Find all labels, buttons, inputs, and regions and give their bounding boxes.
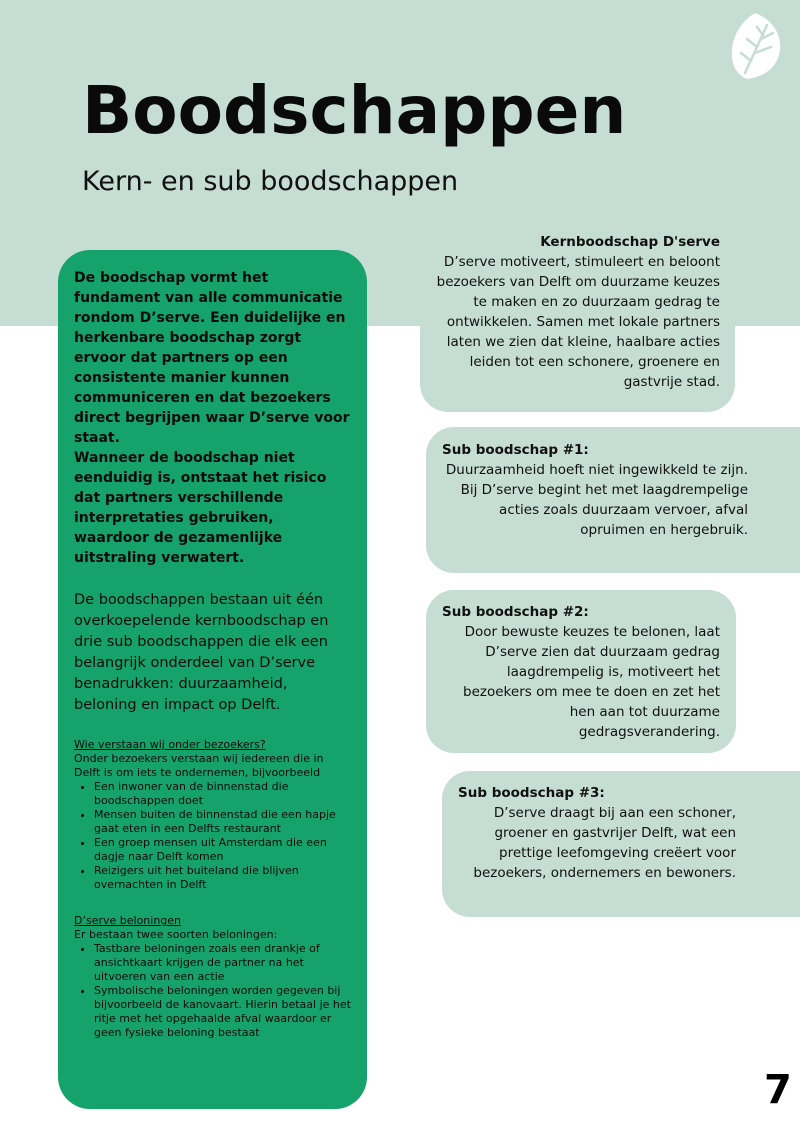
page-title: Boodschappen [82, 72, 627, 149]
sub-message-1-title: Sub boodschap #1: [442, 442, 589, 458]
visitors-text: Onder bezoekers verstaan wij iedereen die in Delft is om iets te ondernemen, bijvoorbeeld [74, 752, 324, 779]
list-item: • Tastbare beloningen zoals een drankje of ansichtkaart krijgen de partner na het uitvoeren van een actie [94, 942, 353, 984]
rewards-heading: D’serve beloningen [74, 914, 182, 927]
list-item: • Een groep mensen uit Amsterdam die een dagje naar Delft komen [94, 836, 353, 864]
list-item: • Reizigers uit het buiteland die blijven overnachten in Delft [94, 864, 353, 892]
list-item: • Een inwoner van de binnenstad die boodschappen doet [94, 780, 353, 808]
rewards-list [74, 942, 353, 1040]
intro-card [58, 250, 367, 1109]
visitors-heading: Wie verstaan wij onder bezoekers? [74, 738, 266, 751]
intro-bold-text: De boodschap vormt het fundament van alle communicatie rondom D’serve. Een duidelijke en herkenbare boodschap zorgt ervoor dat partners op een consistente manier kunnen communiceren en dat bezoekers direct begrijpen waar D’serve voor staat. [74, 270, 350, 446]
visitors-list [74, 780, 353, 892]
overview-text: De boodschappen bestaan uit één overkoepelende kernboodschap en drie sub boodschappen die elk een belangrijk onderdeel van D’serve benadrukken: duurzaamheid, beloning en impact op Delft. [74, 592, 329, 713]
page-number: 7 [764, 1067, 792, 1113]
intro-bold-text-2: Wanneer de boodschap niet eenduidig is, ontstaat het risico dat partners verschillende interpretaties gebruiken, waardoor de gezamenlijke uitstraling verwatert. [74, 450, 327, 566]
core-message-title: Kernboodschap D'serve [540, 234, 720, 250]
sub-message-3-title: Sub boodschap #3: [458, 785, 605, 801]
leaf-icon [727, 11, 783, 81]
sub-message-2-bubble [426, 590, 736, 753]
rewards-text: Er bestaan twee soorten beloningen: [74, 928, 278, 941]
list-item: • Symbolische beloningen worden gegeven bij bijvoorbeeld de kanovaart. Hierin betaal je het ritje met het opgehaalde afval waardoor er geen fysieke beloning bestaat [94, 984, 353, 1040]
list-item: • Mensen buiten de binnenstad die een hapje gaat eten in een Delfts restaurant [94, 808, 353, 836]
core-message-block [420, 232, 735, 412]
sub-message-1-bubble [426, 427, 800, 573]
sub-message-3-bubble [442, 771, 800, 917]
sub-message-1-text: Duurzaamheid hoeft niet ingewikkeld te zijn. Bij D’serve begint het met laagdrempelige acties zoals duurzaam vervoer, afval opruimen en hergebruik. [445, 462, 748, 538]
sub-message-2-text: Door bewuste keuzes te belonen, laat D’serve zien dat duurzaam gedrag laagdrempelig is, motiveert het bezoekers om mee te doen en zet het hen aan tot duurzame gedragsverandering. [463, 624, 720, 740]
page-subtitle: Kern- en sub boodschappen [82, 166, 459, 197]
sub-message-2-title: Sub boodschap #2: [442, 604, 589, 620]
sub-message-3-text: D’serve draagt bij aan een schoner, groener en gastvrijer Delft, wat een prettige leefomgeving creëert voor bezoekers, ondernemers en bewoners. [473, 805, 736, 881]
core-message-text: D’serve motiveert, stimuleert en beloont bezoekers van Delft om duurzame keuzes te maken en zo duurzaam gedrag te ontwikkelen. Samen met lokale partners laten we zien dat kleine, haalbare acties leiden tot een schonere, groenere en gastvrije stad. [436, 254, 720, 390]
